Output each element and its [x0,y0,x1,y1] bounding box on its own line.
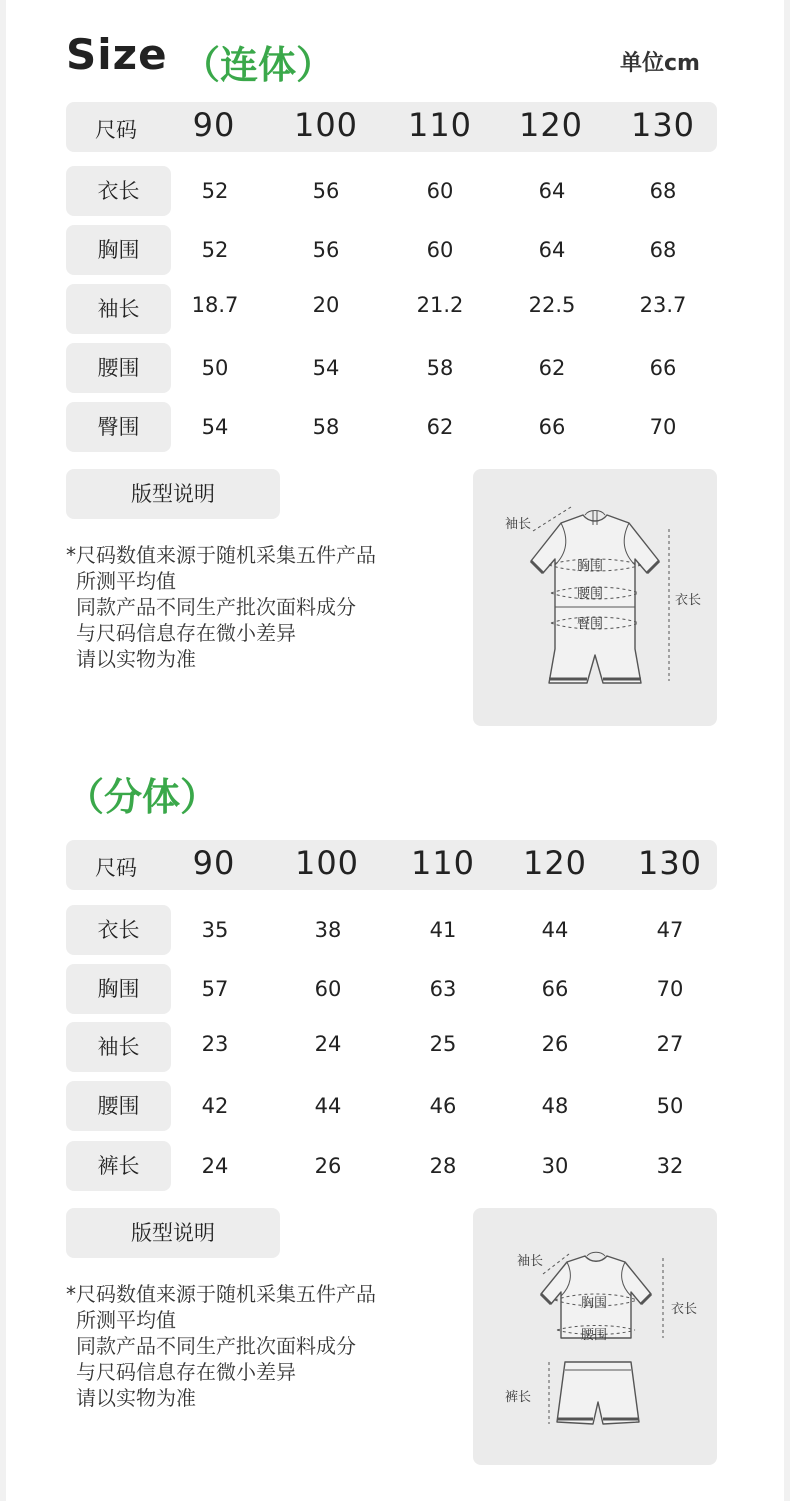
size-header-90: 90 [192,844,236,882]
note-line: 请以实物为准 [76,647,196,671]
size-header-130: 130 [637,844,703,882]
diagram-label-length: 衣长 [671,1302,698,1317]
table-cell: 24 [314,1032,342,1056]
section-title-onepiece: （连体） [182,43,335,87]
table-cell: 56 [312,238,340,262]
note-line: 同款产品不同生产批次面料成分 [76,595,356,619]
table-cell: 68 [649,179,677,203]
table-cell: 66 [541,977,569,1001]
table-cell: 24 [201,1154,229,1178]
table-cell: 48 [541,1094,569,1118]
twopiece-measure-diagram [473,1208,717,1465]
diagram-label-hip: 臀围 [577,617,604,632]
size-header-100: 100 [293,106,359,144]
table-cell: 47 [656,918,684,942]
size-header-100: 100 [294,844,360,882]
unit-label: 单位cm [620,51,700,76]
size-header-120: 120 [522,844,588,882]
table-cell: 52 [201,238,229,262]
size-header-row [66,840,717,890]
onepiece-measure-diagram [473,469,717,726]
table-cell: 26 [541,1032,569,1056]
note-line: 与尺码信息存在微小差异 [76,621,296,645]
table-cell: 38 [314,918,342,942]
table-cell: 60 [426,179,454,203]
table-cell: 56 [312,179,340,203]
note-line: 所测平均值 [76,1308,176,1332]
diagram-label-waist: 腰围 [577,587,604,602]
table-cell: 23 [201,1032,229,1056]
table-cell: 35 [201,918,229,942]
table-cell: 30 [541,1154,569,1178]
row-label-waist: 腰围 [66,343,171,393]
table-cell: 26 [314,1154,342,1178]
table-cell: 63 [429,977,457,1001]
size-chart-page [6,0,784,1501]
diagram-label-sleeve: 袖长 [505,517,532,532]
table-cell: 68 [649,238,677,262]
size-header-110: 110 [410,844,476,882]
fit-note-text [66,542,376,672]
table-cell: 66 [538,415,566,439]
row-label-chest: 胸围 [66,964,171,1014]
diagram-label-sleeve: 袖长 [517,1254,544,1269]
table-cell: 58 [426,356,454,380]
diagram-label-chest: 胸围 [577,559,604,574]
table-cell: 70 [649,415,677,439]
note-line: 所测平均值 [76,569,176,593]
table-cell: 18.7 [191,293,239,317]
table-cell: 25 [429,1032,457,1056]
table-cell: 50 [201,356,229,380]
row-label-pants-length: 裤长 [66,1141,171,1191]
table-cell: 32 [656,1154,684,1178]
size-header-label: 尺码 [95,118,137,142]
table-cell: 62 [426,415,454,439]
table-cell: 58 [312,415,340,439]
row-label-length: 衣长 [66,166,171,216]
table-cell: 44 [541,918,569,942]
diagram-label-length: 衣长 [675,593,702,608]
table-cell: 20 [312,293,340,317]
size-title: Size [66,30,168,79]
table-cell: 22.5 [528,293,576,317]
size-header-110: 110 [407,106,473,144]
table-cell: 46 [429,1094,457,1118]
note-line: 请以实物为准 [76,1386,196,1410]
table-cell: 60 [426,238,454,262]
table-cell: 54 [312,356,340,380]
table-cell: 21.2 [416,293,464,317]
row-label-length: 衣长 [66,905,171,955]
table-cell: 66 [649,356,677,380]
size-header-90: 90 [192,106,236,144]
row-label-hip: 臀围 [66,402,171,452]
table-cell: 28 [429,1154,457,1178]
table-cell: 54 [201,415,229,439]
table-cell: 57 [201,977,229,1001]
note-line: *尺码数值来源于随机采集五件产品 [66,543,376,567]
table-cell: 50 [656,1094,684,1118]
row-label-chest: 胸围 [66,225,171,275]
row-label-waist: 腰围 [66,1081,171,1131]
table-cell: 44 [314,1094,342,1118]
note-line: 同款产品不同生产批次面料成分 [76,1334,356,1358]
table-cell: 64 [538,238,566,262]
table-cell: 23.7 [639,293,687,317]
note-line: *尺码数值来源于随机采集五件产品 [66,1282,376,1306]
fit-note-tag: 版型说明 [66,1208,280,1258]
diagram-label-waist: 腰围 [581,1328,608,1343]
table-cell: 42 [201,1094,229,1118]
diagram-label-chest: 胸围 [581,1296,608,1311]
table-cell: 41 [429,918,457,942]
fit-note-tag: 版型说明 [66,469,280,519]
fit-note-text [66,1281,376,1411]
row-label-sleeve: 袖长 [66,1022,171,1072]
table-cell: 52 [201,179,229,203]
size-header-row [66,102,717,152]
row-label-sleeve: 袖长 [66,284,171,334]
table-cell: 70 [656,977,684,1001]
note-line: 与尺码信息存在微小差异 [76,1360,296,1384]
table-cell: 64 [538,179,566,203]
table-cell: 27 [656,1032,684,1056]
table-cell: 60 [314,977,342,1001]
section-title-twopiece: （分体） [66,775,219,819]
size-header-120: 120 [518,106,584,144]
size-header-130: 130 [630,106,696,144]
diagram-label-pants-length: 裤长 [505,1390,532,1405]
table-cell: 62 [538,356,566,380]
size-header-label: 尺码 [95,856,137,880]
